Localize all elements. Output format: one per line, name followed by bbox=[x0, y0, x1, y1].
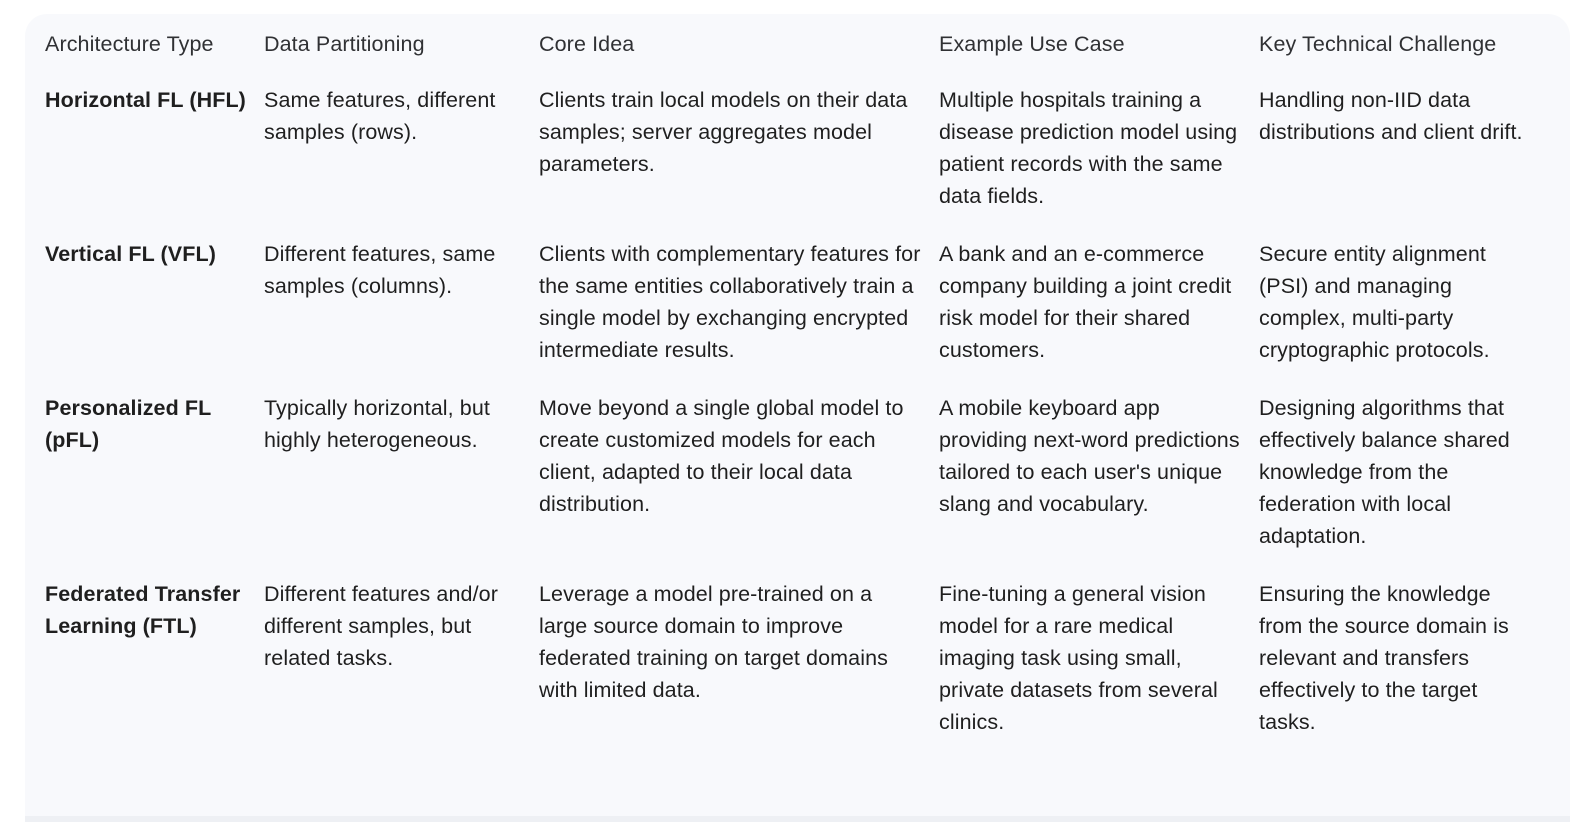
table-row bbox=[45, 238, 1545, 392]
cell-architecture-type: Federated Transfer Learning (FTL) bbox=[45, 582, 241, 638]
cell-data-partitioning: Same features, different samples (rows). bbox=[264, 88, 496, 144]
table-row bbox=[45, 84, 1545, 238]
header-example-use-case: Example Use Case bbox=[939, 32, 1125, 56]
header-key-technical-challenge: Key Technical Challenge bbox=[1259, 32, 1497, 56]
header-data-partitioning: Data Partitioning bbox=[264, 32, 425, 56]
cell-core-idea: Move beyond a single global model to create customized models for each client, adapted to their local data distribution. bbox=[539, 396, 904, 516]
header-architecture-type: Architecture Type bbox=[45, 32, 214, 56]
cell-key-technical-challenge: Ensuring the knowledge from the source domain is relevant and transfers effectively to the target tasks. bbox=[1259, 582, 1509, 734]
cell-key-technical-challenge: Designing algorithms that effectively balance shared knowledge from the federation with local adaptation. bbox=[1259, 396, 1510, 548]
cell-core-idea: Clients with complementary features for the same entities collaboratively train a single model by exchanging encrypted intermediate results. bbox=[539, 242, 921, 362]
header-core-idea: Core Idea bbox=[539, 32, 635, 56]
cell-architecture-type: Personalized FL (pFL) bbox=[45, 396, 211, 452]
cell-example-use-case: A mobile keyboard app providing next-word predictions tailored to each user's unique slang and vocabulary. bbox=[939, 396, 1240, 516]
cell-data-partitioning: Different features, same samples (columns). bbox=[264, 242, 496, 298]
cell-key-technical-challenge: Secure entity alignment (PSI) and managing complex, multi-party cryptographic protocols. bbox=[1259, 242, 1490, 362]
cell-data-partitioning: Different features and/or different samples, but related tasks. bbox=[264, 582, 498, 670]
cell-example-use-case: Multiple hospitals training a disease prediction model using patient records with the same data fields. bbox=[939, 88, 1238, 208]
cell-architecture-type: Vertical FL (VFL) bbox=[45, 242, 216, 266]
cell-example-use-case: Fine-tuning a general vision model for a rare medical imaging task using small, private datasets from several clinics. bbox=[939, 582, 1218, 734]
cell-example-use-case: A bank and an e-commerce company building a joint credit risk model for their shared customers. bbox=[939, 242, 1232, 362]
cell-data-partitioning: Typically horizontal, but highly heterogeneous. bbox=[264, 396, 490, 452]
fl-architecture-table bbox=[45, 28, 1545, 764]
cell-core-idea: Leverage a model pre-trained on a large source domain to improve federated training on target domains with limited data. bbox=[539, 582, 889, 702]
table-row bbox=[45, 392, 1545, 578]
table-header-row bbox=[45, 28, 1545, 84]
table-row bbox=[45, 578, 1545, 764]
cell-key-technical-challenge: Handling non-IID data distributions and client drift. bbox=[1259, 88, 1523, 144]
cell-architecture-type: Horizontal FL (HFL) bbox=[45, 88, 246, 112]
comparison-table-card bbox=[25, 14, 1570, 822]
cell-core-idea: Clients train local models on their data samples; server aggregates model parameters. bbox=[539, 88, 908, 176]
